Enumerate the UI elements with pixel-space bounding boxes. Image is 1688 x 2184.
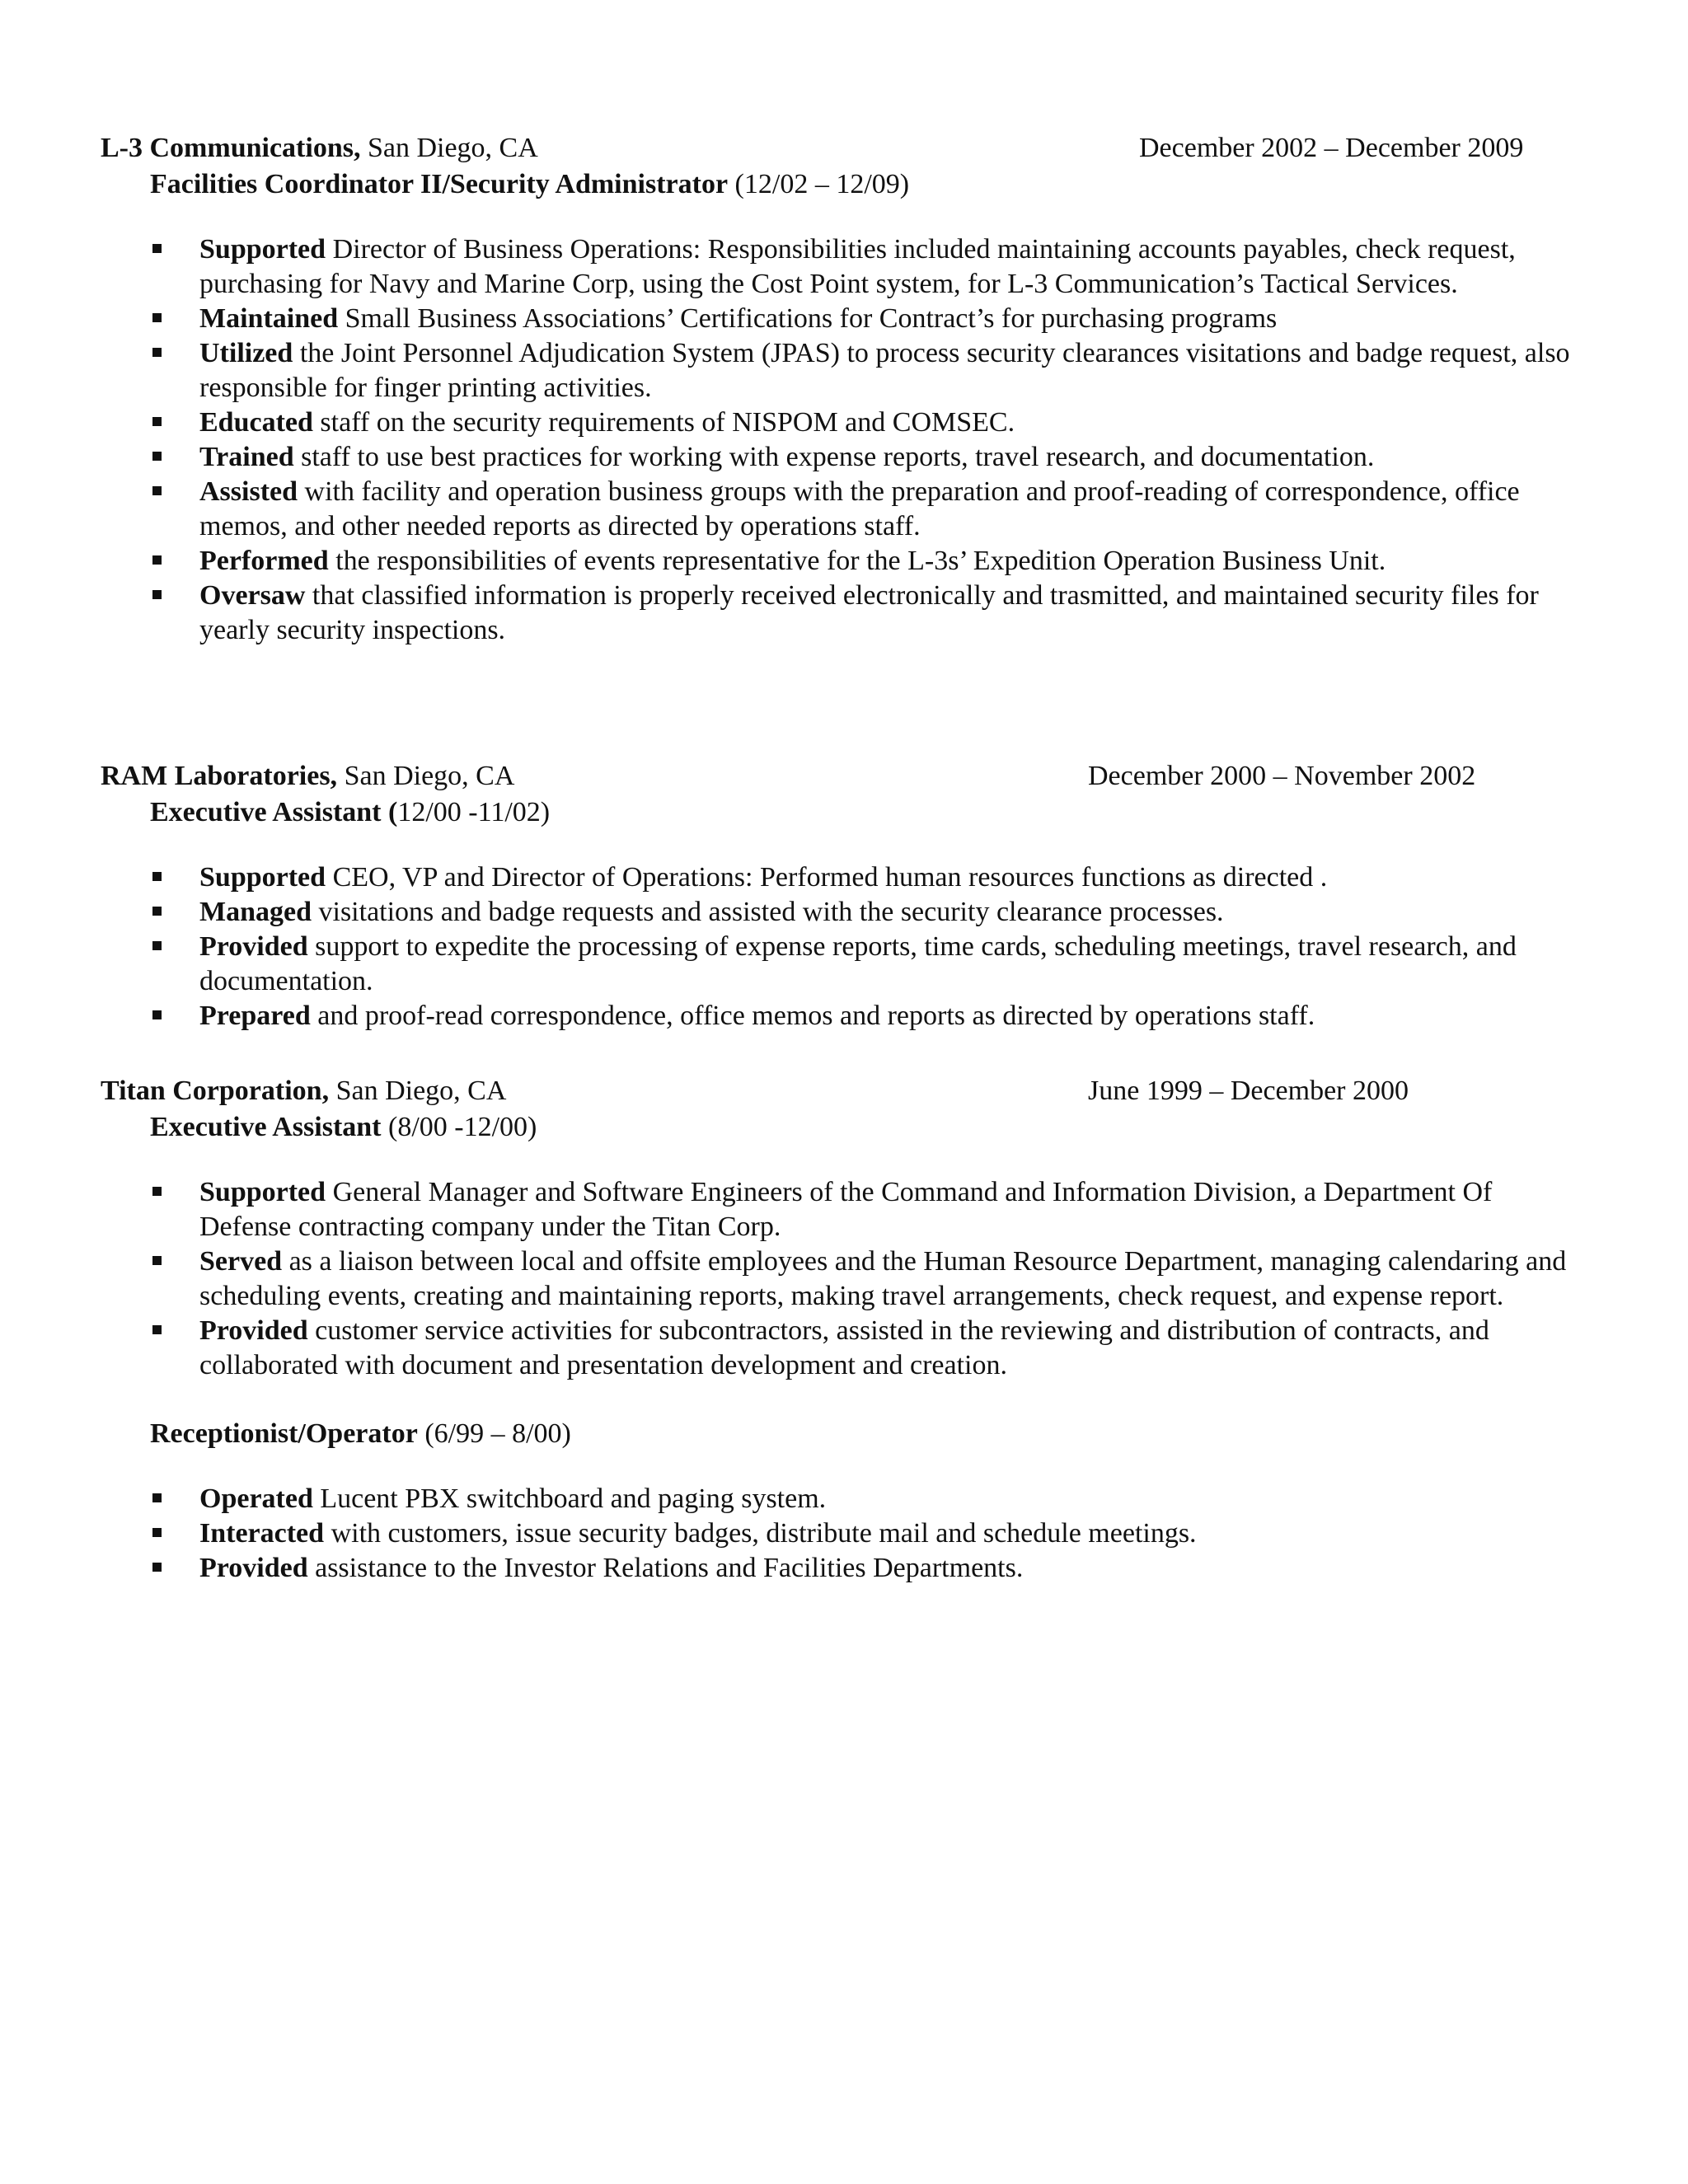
action-verb: Provided [199, 931, 308, 962]
company-location: San Diego, CA [360, 133, 538, 163]
duty-text: support to expedite the processing of expense reports, time cards, scheduling meetings, travel research, and documentation. [199, 931, 1517, 996]
duty-text: the Joint Personnel Adjudication System (JPAS) to process security clearances visitations and badge request, also responsible for finger printing activities. [199, 338, 1570, 403]
bullet-square-icon [152, 907, 162, 916]
list-item [101, 1551, 1584, 1586]
bullet-square-icon [152, 1528, 162, 1537]
job-titan-corporation [101, 1073, 1584, 1586]
bullet-square-icon [152, 1563, 162, 1572]
bullet-square-icon [152, 1493, 162, 1502]
duty-text: Lucent PBX switchboard and paging system. [312, 1483, 827, 1514]
list-item [101, 232, 1584, 302]
bullet-square-icon [152, 452, 162, 461]
duty-text: the responsibilities of events representative for the L-3s’ Expedition Operation Business Unit. [328, 546, 1386, 576]
company-location: San Diego, CA [337, 761, 515, 791]
job-title [150, 166, 1584, 203]
job-l3-communications [101, 130, 1584, 648]
role-title: Facilities Coordinator II/Security Administrator [150, 169, 729, 199]
bullet-square-icon [152, 244, 162, 253]
action-verb: Operated [199, 1483, 313, 1514]
duty-text: customer service activities for subcontractors, assisted in the reviewing and distribution of contracts, and collaborated with document and presentation development and creation. [199, 1315, 1489, 1380]
list-item [101, 860, 1584, 895]
list-item [101, 336, 1584, 405]
duty-text: with customers, issue security badges, distribute mail and schedule meetings. [324, 1518, 1197, 1549]
duty-text: assistance to the Investor Relations and Facilities Departments. [307, 1553, 1024, 1583]
bullet-square-icon [152, 941, 162, 950]
action-verb: Supported [199, 234, 326, 265]
bullet-square-icon [152, 348, 162, 357]
employment-dates: June 1999 – December 2000 [1088, 1076, 1409, 1106]
list-item [101, 1314, 1584, 1383]
duty-text: that classified information is properly received electronically and trasmitted, and maintained security files for yearly security inspections. [199, 580, 1539, 645]
action-verb: Performed [199, 546, 329, 576]
action-verb: Oversaw [199, 580, 306, 611]
company-name: L-3 Communications, [101, 133, 361, 163]
job-header [101, 758, 1584, 794]
duty-text: CEO, VP and Director of Operations: Performed human resources functions as directed . [326, 862, 1328, 893]
sub-role-title [150, 1416, 1584, 1452]
action-verb: Supported [199, 1177, 326, 1207]
action-verb: Prepared [199, 1001, 311, 1031]
role-period: (6/99 – 8/00) [417, 1418, 571, 1449]
employment-dates: December 2002 – December 2009 [1139, 133, 1524, 163]
duty-text: and proof-read correspondence, office memos and reports as directed by operations staff. [310, 1001, 1315, 1031]
job-title [150, 1109, 1584, 1146]
role-period: 12/00 -11/02) [397, 797, 551, 827]
duty-text: staff to use best practices for working with expense reports, travel research, and documentation. [293, 442, 1375, 472]
list-item [101, 579, 1584, 648]
duty-text: Director of Business Operations: Responsibilities included maintaining accounts payables, check request, purchasing for Navy and Marine Corp, using the Cost Point system, for L-3 Communication’s Tactical Services. [199, 234, 1516, 299]
bullet-square-icon [152, 555, 162, 565]
duties-list [101, 232, 1584, 648]
bullet-square-icon [152, 486, 162, 495]
employment-dates: December 2000 – November 2002 [1088, 761, 1476, 791]
list-item [101, 1175, 1584, 1244]
duties-list [101, 860, 1584, 1033]
role-title: Executive Assistant [150, 1112, 382, 1142]
duties-list [101, 1175, 1584, 1383]
bullet-square-icon [152, 1187, 162, 1196]
action-verb: Provided [199, 1315, 308, 1346]
role-title: Receptionist/Operator [150, 1418, 418, 1449]
action-verb: Served [199, 1246, 283, 1277]
action-verb: Supported [199, 862, 326, 893]
bullet-square-icon [152, 417, 162, 426]
bullet-square-icon [152, 1010, 162, 1019]
action-verb: Trained [199, 442, 294, 472]
list-item [101, 405, 1584, 440]
list-item [101, 544, 1584, 579]
duty-text: visitations and badge requests and assisted with the security clearance processes. [312, 897, 1224, 927]
job-title [150, 794, 1584, 831]
company-location: San Diego, CA [329, 1076, 507, 1106]
list-item [101, 440, 1584, 475]
action-verb: Maintained [199, 303, 339, 334]
role-period: (12/02 – 12/09) [728, 169, 910, 199]
list-item [101, 302, 1584, 336]
list-item [101, 1482, 1584, 1516]
job-ram-laboratories [101, 758, 1584, 1033]
job-header [101, 130, 1584, 166]
action-verb: Provided [199, 1553, 308, 1583]
bullet-square-icon [152, 313, 162, 322]
action-verb: Educated [199, 407, 313, 438]
duties-list [101, 1482, 1584, 1586]
duty-text: with facility and operation business groups with the preparation and proof-reading of correspondence, office memos, and other needed reports as directed by operations staff. [199, 476, 1520, 541]
action-verb: Assisted [199, 476, 298, 507]
list-item [101, 475, 1584, 544]
duty-text: as a liaison between local and offsite employees and the Human Resource Department, managing calendaring and scheduling events, creating and maintaining reports, making travel arrangements, check request, and expense report. [199, 1246, 1567, 1311]
action-verb: Managed [199, 897, 312, 927]
company-name: Titan Corporation, [101, 1076, 330, 1106]
list-item [101, 1516, 1584, 1551]
role-period: (8/00 -12/00) [381, 1112, 537, 1142]
action-verb: Interacted [199, 1518, 325, 1549]
list-item [101, 895, 1584, 930]
duty-text: General Manager and Software Engineers of the Command and Information Division, a Department Of Defense contracting company under the Titan Corp. [199, 1177, 1493, 1242]
bullet-square-icon [152, 1256, 162, 1265]
bullet-square-icon [152, 872, 162, 881]
company-name: RAM Laboratories, [101, 761, 338, 791]
bullet-square-icon [152, 590, 162, 599]
duty-text: Small Business Associations’ Certifications for Contract’s for purchasing programs [338, 303, 1278, 334]
role-title: Executive Assistant ( [150, 797, 398, 827]
duty-text: staff on the security requirements of NISPOM and COMSEC. [312, 407, 1015, 438]
list-item [101, 930, 1584, 999]
list-item [101, 999, 1584, 1033]
action-verb: Utilized [199, 338, 293, 368]
bullet-square-icon [152, 1325, 162, 1334]
job-header [101, 1073, 1584, 1109]
list-item [101, 1244, 1584, 1314]
